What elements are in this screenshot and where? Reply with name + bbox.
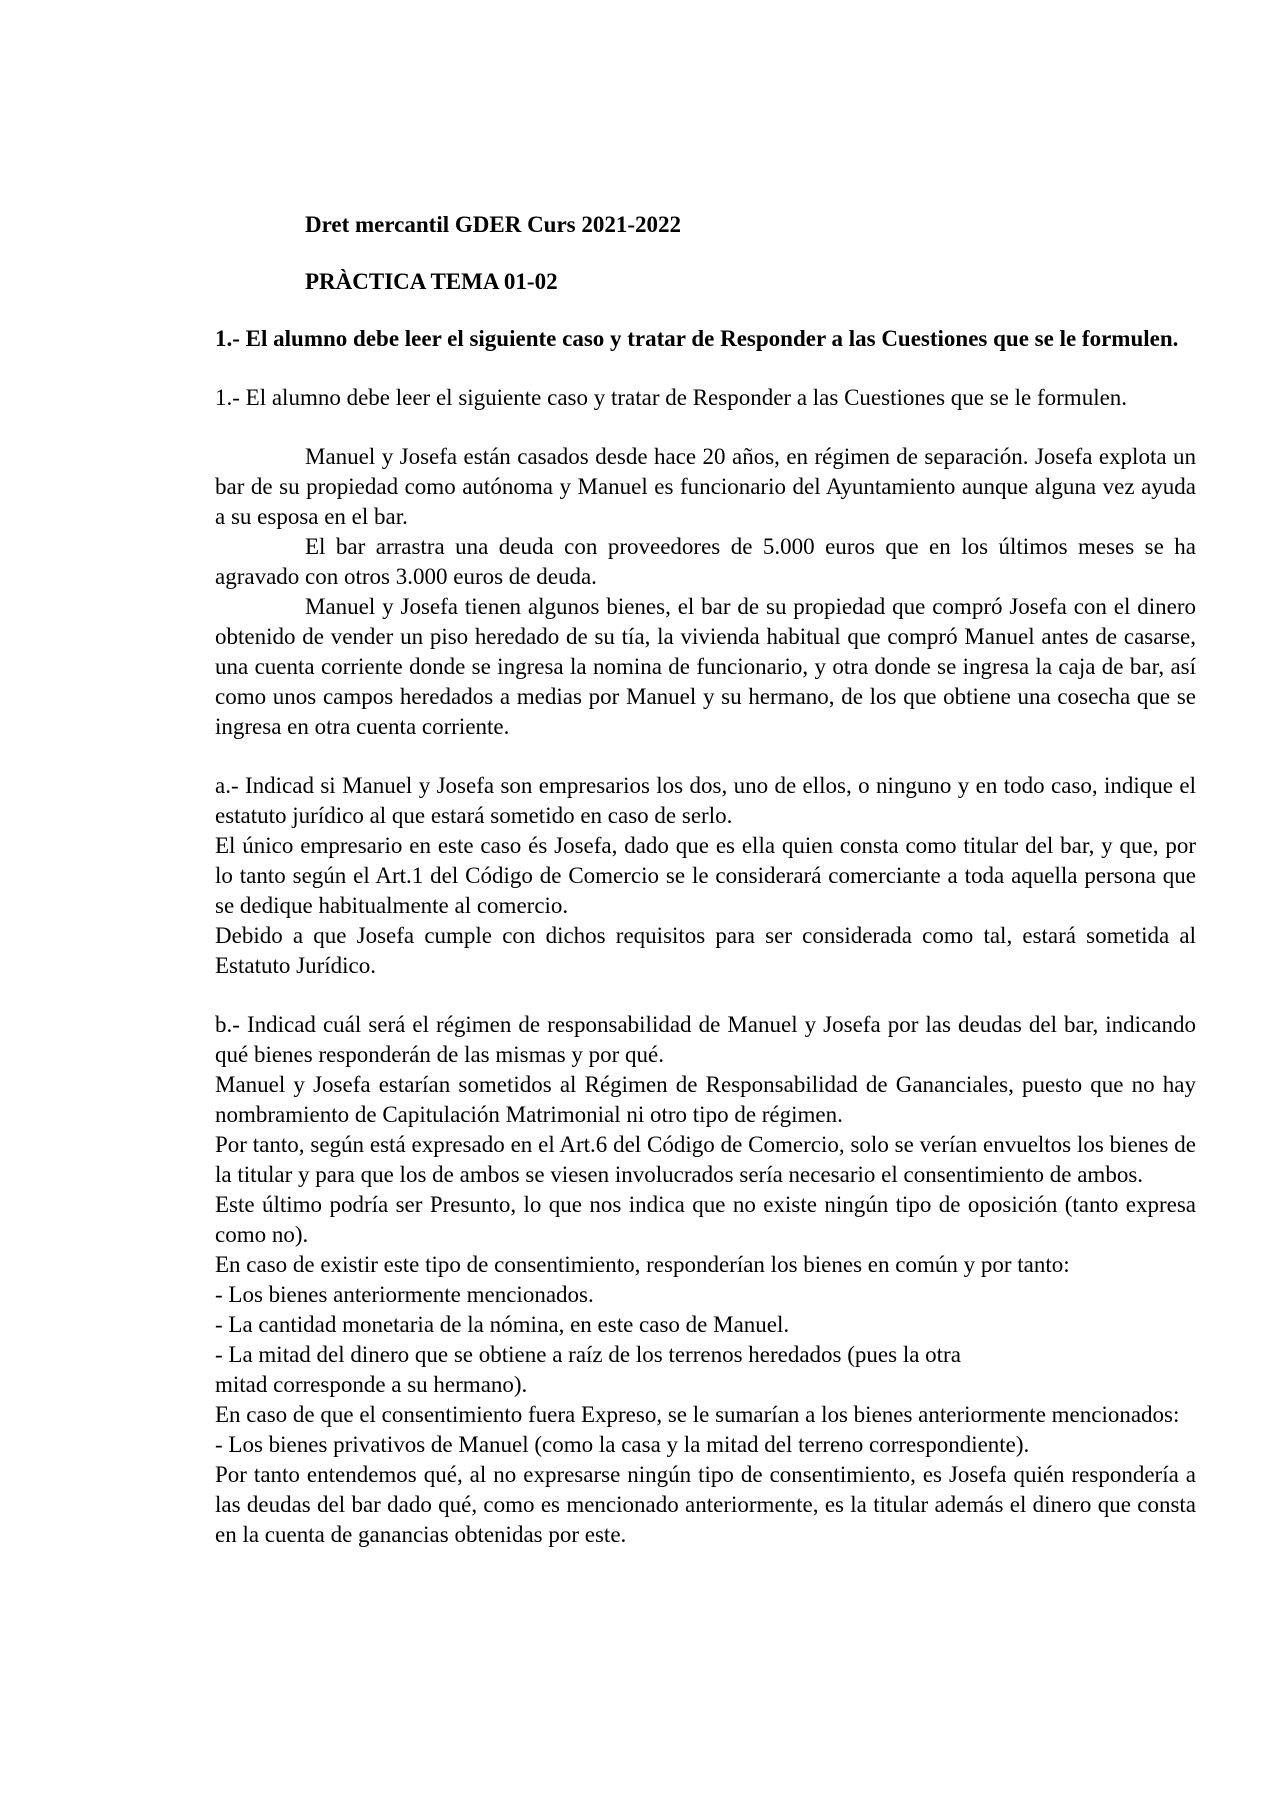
question-a: a.- Indicad si Manuel y Josefa son empresarios los dos, uno de ellos, o ninguno y en todo caso, indique el estatuto jurídico al que estará sometido en caso de serlo. (215, 773, 1196, 828)
answer-b-paragraph-2: Por tanto, según está expresado en el Art.6 del Código de Comercio, solo se verían envueltos los bienes de la titular y para que los de ambos se viesen involucrados sería necesario el consentimiento de ambos. (215, 1132, 1196, 1187)
list-item: - Los bienes anteriormente mencionados. (215, 1282, 594, 1307)
answer-b-paragraph-1: Manuel y Josefa estarían sometidos al Régimen de Responsabilidad de Gananciales, puesto que no hay nombramiento de Capitulación Matrimonial ni otro tipo de régimen. (215, 1072, 1196, 1127)
case-paragraph-1: Manuel y Josefa están casados desde hace 20 años, en régimen de separación. Josefa explota un bar de su propiedad como autónoma y Manuel es funcionario del Ayuntamiento aunque alguna vez ayuda a su esposa en el bar. (215, 444, 1196, 529)
spacer (215, 413, 1196, 442)
answer-b-paragraph-5: En caso de que el consentimiento fuera Expreso, se le sumarían a los bienes anteriormente mencionados: (215, 1402, 1180, 1427)
spacer (215, 742, 1196, 771)
question-b: b.- Indicad cuál será el régimen de responsabilidad de Manuel y Josefa por las deudas del bar, indicando qué bienes responderán de las mismas y por qué. (215, 1012, 1196, 1067)
list-item-continuation: mitad corresponde a su hermano). (215, 1372, 528, 1397)
document-title: Dret mercantil GDER Curs 2021-2022 (305, 212, 682, 237)
document-subtitle: PRÀCTICA TEMA 01-02 (305, 269, 558, 294)
instruction-heading: 1.- El alumno debe leer el siguiente caso y tratar de Responder a las Cuestiones que se le formulen. (215, 326, 1179, 351)
case-paragraph-3: Manuel y Josefa tienen algunos bienes, el bar de su propiedad que compró Josefa con el dinero obtenido de vender un piso heredado de su tía, la vivienda habitual que compró Manuel antes de casarse, una cuenta corriente donde se ingresa la nomina de funcionario, y otra donde se ingresa la caja de bar, así como unos campos heredados a medias por Manuel y su hermano, de los que obtiene una cosecha que se ingresa en otra cuenta corriente. (215, 594, 1196, 739)
answer-b-paragraph-4: En caso de existir este tipo de consentimiento, responderían los bienes en común y por tanto: (215, 1252, 1070, 1277)
case-paragraph-2: El bar arrastra una deuda con proveedores de 5.000 euros que en los últimos meses se ha agravado con otros 3.000 euros de deuda. (215, 534, 1196, 589)
answer-a-paragraph-2: Debido a que Josefa cumple con dichos requisitos para ser considerada como tal, estará sometida al Estatuto Jurídico. (215, 923, 1196, 978)
spacer (215, 981, 1196, 1010)
list-item: - La mitad del dinero que se obtiene a raíz de los terrenos heredados (pues la otra (215, 1342, 961, 1367)
list-item: - Los bienes privativos de Manuel (como la casa y la mitad del terreno correspondiente). (215, 1432, 1030, 1457)
answer-a-paragraph-1: El único empresario en este caso és Josefa, dado que es ella quien consta como titular del bar, y que, por lo tanto según el Art.1 del Código de Comercio se le considerará comerciante a toda aquella persona que se dedique habitualmente al comercio. (215, 833, 1196, 918)
list-item: - La cantidad monetaria de la nómina, en este caso de Manuel. (215, 1312, 790, 1337)
instruction-text: 1.- El alumno debe leer el siguiente caso y tratar de Responder a las Cuestiones que se le formulen. (215, 385, 1128, 410)
answer-b-paragraph-3: Este último podría ser Presunto, lo que nos indica que no existe ningún tipo de oposición (tanto expresa como no). (215, 1192, 1196, 1247)
answer-b-paragraph-6: Por tanto entendemos qué, al no expresarse ningún tipo de consentimiento, es Josefa quién respondería a las deudas del bar dado qué, como es mencionado anteriormente, es la titular además el dinero que consta en la cuenta de ganancias obtenidas por este. (215, 1462, 1196, 1547)
document-content (215, 210, 1196, 1550)
